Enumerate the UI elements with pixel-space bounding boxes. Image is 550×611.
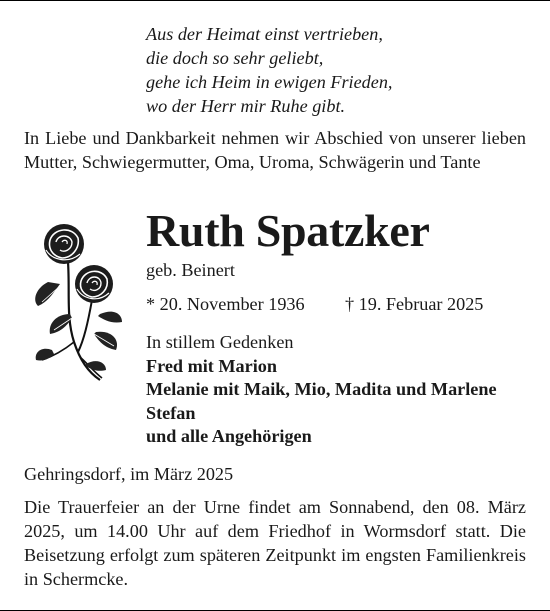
mourners (146, 331, 497, 449)
service-info: Die Trauerfeier an der Urne findet am Sonnabend, den 08. März 2025, um 14.00 Uhr auf dem Friedhof in Wormsdorf statt. Die Beisetzung erfolgt zum späteren Zeitpunkt im engsten Familienkreis in Schermcke. (24, 497, 526, 589)
top-border (0, 0, 550, 1)
life-dates (146, 292, 526, 316)
mourner-line-1: Fred mit Marion (146, 355, 277, 376)
poem-line-2: die doch so sehr geliebt, (146, 48, 324, 68)
birth-name: geb. Beinert (146, 260, 235, 280)
mourner-line-3: Stefan (146, 402, 196, 423)
deceased-name: Ruth Spatzker (146, 205, 430, 256)
birth-date: * 20. November 1936 (146, 294, 305, 314)
mourner-line-4: und alle Angehörigen (146, 426, 312, 447)
poem (146, 22, 392, 118)
roses-icon (30, 222, 140, 382)
poem-line-1: Aus der Heimat einst vertrieben, (146, 24, 383, 44)
poem-line-3: gehe ich Heim in ewigen Frieden, (146, 72, 393, 92)
mourner-line-2: Melanie mit Maik, Mio, Madita und Marlene (146, 379, 497, 400)
intro-text: In Liebe und Dankbarkeit nehmen wir Abschied von unserer lieben Mutter, Schwiegermutter, Oma, Uroma, Schwägerin und Tante (24, 128, 526, 172)
mourners-intro: In stillem Gedenken (146, 332, 294, 352)
poem-line-4: wo der Herr mir Ruhe gibt. (146, 96, 346, 116)
death-date: † 19. Februar 2025 (345, 294, 484, 314)
place-date: Gehringsdorf, im März 2025 (24, 464, 234, 484)
